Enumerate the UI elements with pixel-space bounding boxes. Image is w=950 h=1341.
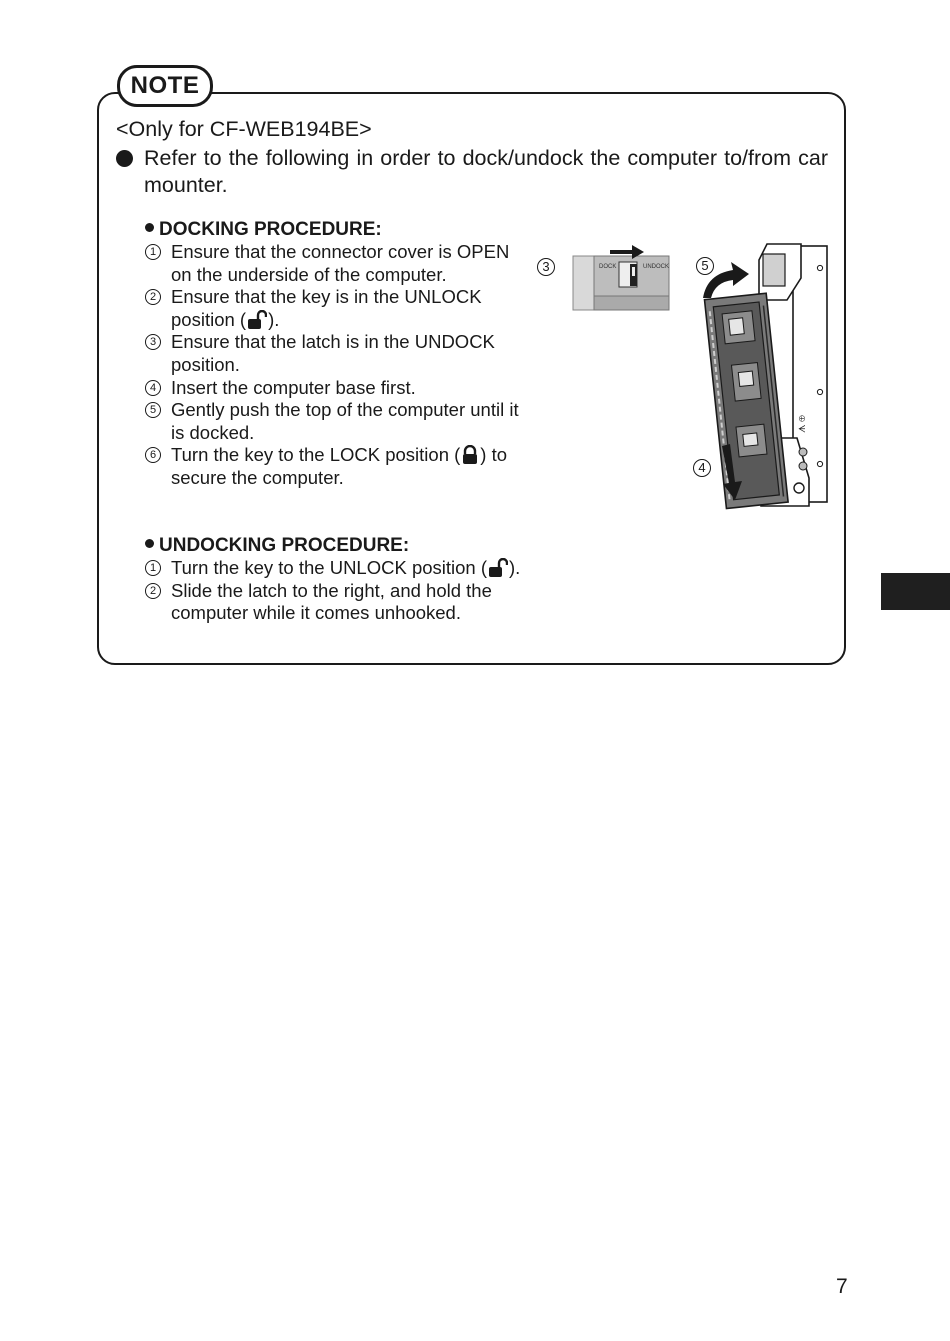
latch-dock-label: DOCK — [599, 264, 617, 270]
step-number: 1 — [145, 244, 161, 260]
callout-5: 5 — [696, 257, 714, 275]
intro-text: Refer to the following in order to dock/undock the computer to/from car mounter. — [144, 146, 828, 197]
bullet-icon — [145, 539, 154, 548]
step-number: 3 — [145, 334, 161, 350]
callout-4: 4 — [693, 459, 711, 477]
docking-step-5: 5 Gently push the top of the computer until it is docked. — [145, 399, 530, 444]
undocking-step-2: 2 Slide the latch to the right, and hold the computer while it comes unhooked. — [145, 580, 530, 625]
docking-step-6: 6 Turn the key to the LOCK position ( ) to secure the computer. — [145, 444, 530, 489]
model-applicability: <Only for CF-WEB194BE> — [116, 117, 372, 141]
undocking-steps — [145, 557, 530, 625]
lock-icon — [461, 445, 479, 465]
latch-undock-label: UNDOCK — [643, 264, 670, 270]
note-tag: NOTE — [117, 65, 213, 107]
step-number: 1 — [145, 560, 161, 576]
step-number: 2 — [145, 583, 161, 599]
step-number: 5 — [145, 402, 161, 418]
docking-step-3: 3 Ensure that the latch is in the UNDOCK position. — [145, 331, 530, 376]
docking-heading: DOCKING PROCEDURE: — [145, 219, 382, 241]
docking-step-1: 1 Ensure that the connector cover is OPEN on the underside of the computer. — [145, 241, 530, 286]
step-number: 4 — [145, 380, 161, 396]
bullet-icon — [145, 223, 154, 232]
svg-text:ᗑ ⊕: ᗑ ⊕ — [797, 415, 807, 433]
step-number: 2 — [145, 289, 161, 305]
car-mounter-illustration — [697, 238, 832, 510]
section-tab-marker — [881, 573, 950, 610]
latch-illustration — [572, 242, 670, 312]
bullet-icon — [116, 150, 133, 167]
step-number: 6 — [145, 447, 161, 463]
undocking-heading: UNDOCKING PROCEDURE: — [145, 535, 409, 557]
unlock-icon — [247, 310, 267, 330]
undocking-step-1: 1 Turn the key to the UNLOCK position ( ). — [145, 557, 530, 580]
page-number: 7 — [836, 1275, 848, 1298]
intro-paragraph — [116, 145, 828, 199]
docking-step-2: 2 Ensure that the key is in the UNLOCK position ( ). — [145, 286, 530, 331]
callout-3: 3 — [537, 258, 555, 276]
push-arrow-icon — [703, 262, 749, 298]
docking-step-4: 4 Insert the computer base first. — [145, 377, 530, 400]
docking-steps — [145, 241, 530, 490]
unlock-icon — [488, 558, 508, 578]
